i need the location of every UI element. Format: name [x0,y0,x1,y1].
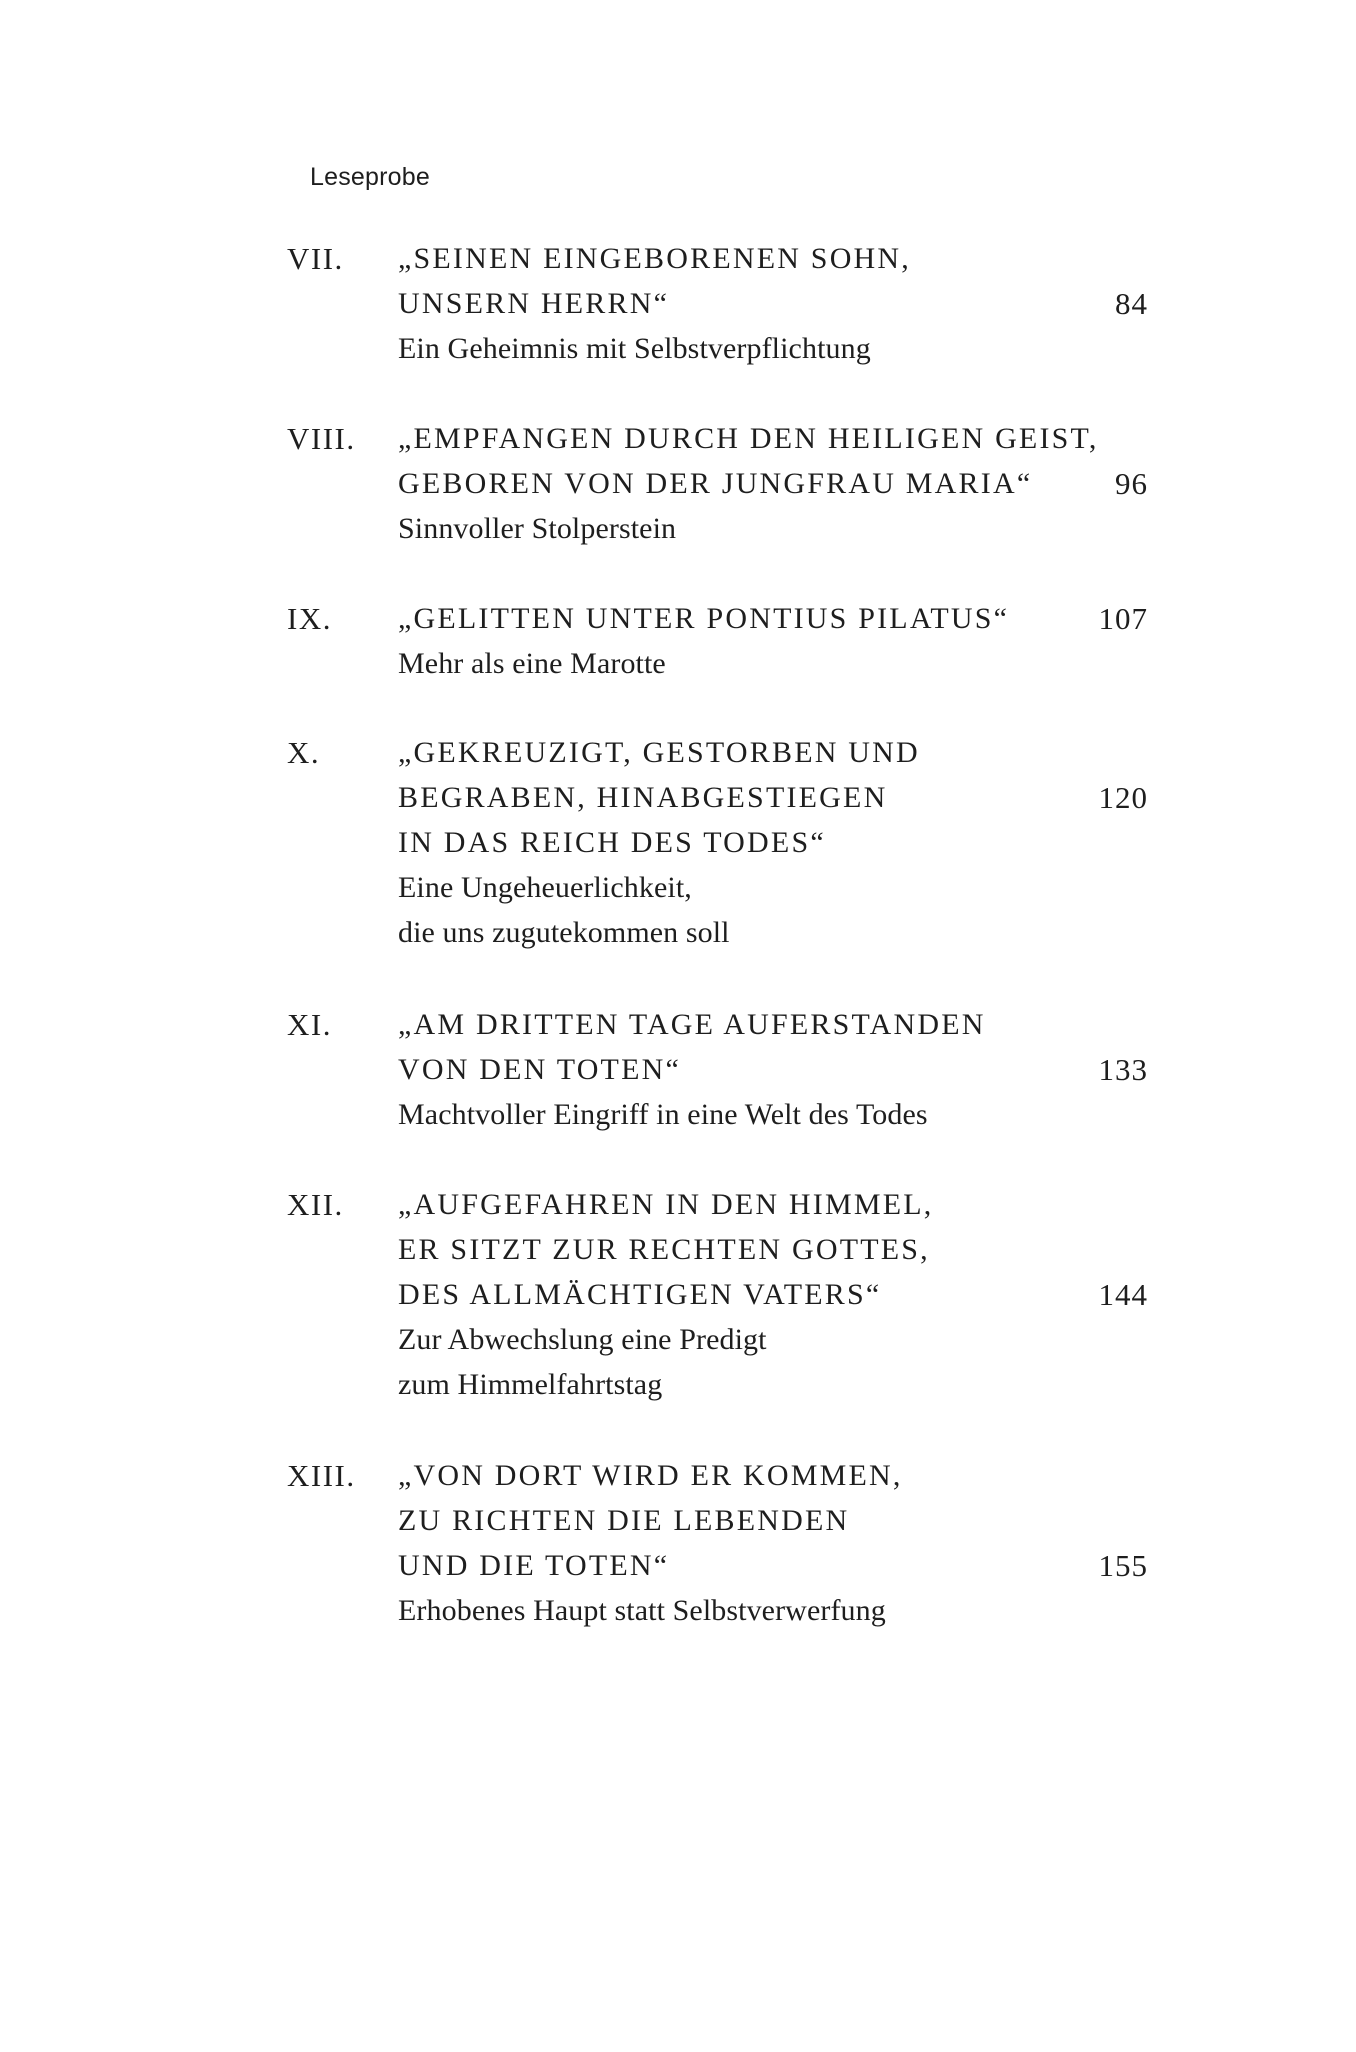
chapter-number: VIII. [287,421,356,456]
page-number: 133 [1098,1052,1148,1087]
chapter-title-line: „SEINEN EINGEBORENEN SOHN, [398,242,911,275]
chapter-number: XI. [287,1007,332,1042]
chapter-subtitle-line: die uns zugutekommen soll [398,916,730,949]
page-number: 107 [1098,601,1148,636]
page-header-label: Leseprobe [310,163,430,191]
chapter-title-line: DES ALLMÄCHTIGEN VATERS“ [398,1278,882,1311]
page-number: 144 [1098,1277,1148,1312]
chapter-title-line: GEBOREN VON DER JUNGFRAU MARIA“ [398,467,1033,500]
chapter-number: VII. [287,241,344,276]
chapter-number: XIII. [287,1458,356,1493]
chapter-subtitle-line: Ein Geheimnis mit Selbstverpflichtung [398,332,871,365]
chapter-title-line: IN DAS REICH DES TODES“ [398,826,826,859]
page-number: 96 [1115,466,1148,501]
chapter-title-line: „AM DRITTEN TAGE AUFERSTANDEN [398,1008,986,1041]
chapter-title-line: „GEKREUZIGT, GESTORBEN UND [398,736,920,769]
chapter-title-line: „AUFGEFAHREN IN DEN HIMMEL, [398,1188,934,1221]
chapter-subtitle-line: Sinnvoller Stolperstein [398,512,677,545]
chapter-subtitle-line: Zur Abwechslung eine Predigt [398,1323,767,1356]
chapter-subtitle-line: Machtvoller Eingriff in eine Welt des Todes [398,1098,928,1131]
chapter-number: IX. [287,601,332,636]
chapter-title-line: ER SITZT ZUR RECHTEN GOTTES, [398,1233,930,1266]
chapter-title-line: UNSERN HERRN“ [398,287,670,320]
chapter-subtitle-line: zum Himmelfahrtstag [398,1368,663,1401]
chapter-title-line: UND DIE TOTEN“ [398,1549,670,1582]
chapter-title-line: „EMPFANGEN DURCH DEN HEILIGEN GEIST, [398,422,1099,455]
chapter-title-line: ZU RICHTEN DIE LEBENDEN [398,1504,850,1537]
chapter-title-line: VON DEN TOTEN“ [398,1053,681,1086]
page-number: 155 [1098,1548,1148,1583]
page-number: 120 [1098,780,1148,815]
chapter-title-line: „VON DORT WIRD ER KOMMEN, [398,1459,903,1492]
chapter-subtitle-line: Mehr als eine Marotte [398,647,666,680]
chapter-subtitle-line: Eine Ungeheuerlichkeit, [398,871,692,904]
chapter-title-line: „GELITTEN UNTER PONTIUS PILATUS“ [398,602,1010,635]
chapter-title-line: BEGRABEN, HINABGESTIEGEN [398,781,888,814]
chapter-subtitle-line: Erhobenes Haupt statt Selbstverwerfung [398,1594,886,1627]
page-number: 84 [1115,286,1148,321]
chapter-number: XII. [287,1187,344,1222]
chapter-number: X. [287,735,321,770]
